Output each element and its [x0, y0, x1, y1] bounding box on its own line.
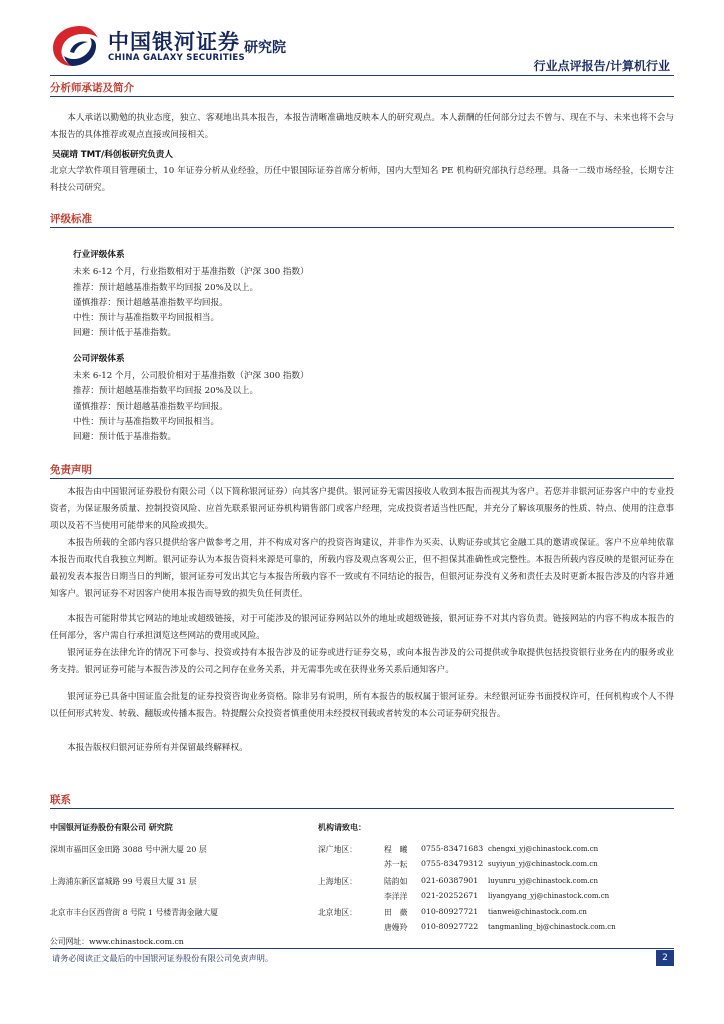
- disclaimer-paragraph: 本报告可能附带其它网站的地址或超级链接，对于可能涉及的银河证券网站以外的地址或超级链接，银河证券不对其内容负责。链接网站的内容不构成本报告的任何部分，客户需自行承担浏览这些网站的费用或风险。: [50, 614, 674, 641]
- contact-name: 李洋洋: [384, 892, 408, 901]
- page-number: 2: [656, 950, 674, 966]
- disclaimer-paragraph: 银河证券已具备中国证监会批复的证券投资咨询业务资格。除非另有说明，所有本报告的版权属于银河证券。未经银河证券书面授权许可，任何机构或个人不得以任何形式转发、转载、翻版或传播本报告。特提醒公众投资者慎重使用未经授权刊载或者转发的本公司证券研究报告。: [50, 692, 674, 719]
- address-shenzhen: 深圳市福田区金田路 3088 号中洲大厦 20 层: [50, 845, 207, 854]
- brand-name-cn: 中国银河证券: [108, 30, 240, 54]
- disclaimer-paragraph: 银河证券在法律允许的情况下可参与、投资或持有本报告涉及的证券或进行证券交易，或向本报告涉及的公司提供或争取提供包括投资银行业务在内的服务或业务支持。银河证券可能与本报告涉及的公司之间存在业务关系，并无需事先或在获得业务关系后通知客户。: [50, 648, 674, 675]
- company-rating-line: 中性：预计与基准指数平均回报相当。: [73, 417, 220, 427]
- contact-name: 田 薇: [384, 908, 408, 917]
- analyst-name: 吴砚靖 TMT/科创板研究负责人: [52, 150, 173, 160]
- company-rating-line: 谨慎推荐：预计超越基准指数平均回报。: [73, 402, 228, 412]
- address-shanghai: 上海浦东新区富城路 99 号震旦大厦 31 层: [50, 877, 197, 886]
- disclaimer-paragraph: 本报告由中国银河证券股份有限公司（以下简称银河证券）向其客户提供。银河证券无需因接收人收到本报告而视其为客户。若您并非银河证券客户中的专业投资者，为保证服务质量、控制投资风险、应首先联系银河证券机构销售部门或客户经理，完成投资者适当性匹配，并充分了解该项服务的性质、特点、使用的注意事项以及若不当使用可能带来的风险或损失。: [50, 487, 674, 531]
- brand-name-en: CHINA GALAXY SECURITIES: [108, 53, 245, 63]
- institution-label: 机构请致电：: [318, 823, 366, 832]
- company-rating-line: 未来 6-12 个月，公司股价相对于基准指数（沪深 300 指数）: [73, 371, 309, 381]
- contact-email[interactable]: suyiyun_yj@chinastock.com.cn: [488, 860, 598, 868]
- footer-note: 请务必阅读正文最后的中国银河证券股份有限公司免责声明。: [52, 953, 274, 963]
- report-type: 行业点评报告/计算机行业: [533, 59, 670, 73]
- disclaimer-paragraph: 本报告所载的全部内容只提供给客户做参考之用，并不构成对客户的投资咨询建议，并非作为买卖、认购证券或其它金融工具的邀请或保证。客户不应单纯依靠本报告而取代自我独立判断。银河证券认为本报告资料来源是可靠的，所载内容及观点客观公正，但不担保其准确性或完整性。本报告所载内容反映的是银河证券在最初发表本报告日期当日的判断，银河证券可发出其它与本报告所载内容不一致或有不同结论的报告，但银河证券没有义务和责任去及时更新本报告涉及的内容并通知客户。银河证券不对因客户使用本报告而导致的损失负任何责任。: [50, 538, 674, 599]
- contact-name: 苏一耘: [384, 860, 408, 869]
- contact-name: 唐嫚羚: [384, 923, 408, 932]
- industry-rating-line: 谨慎推荐：预计超越基准指数平均回报。: [73, 298, 228, 308]
- contact-phone: 010-80927722: [421, 922, 479, 931]
- disclaimer-paragraph: 本报告版权归银河证券所有并保留最终解释权。: [67, 743, 248, 753]
- industry-rating-line: 中性：预计与基准指数平均回报相当。: [73, 313, 220, 323]
- industry-rating-line: 推荐：预计超越基准指数平均回报 20%及以上。: [73, 283, 259, 293]
- analyst-section-title: 分析师承诺及简介: [50, 82, 134, 94]
- region-label: 北京地区：: [318, 908, 357, 917]
- company-name: 中国银河证券股份有限公司 研究院: [50, 823, 173, 832]
- contact-phone: 021-20252671: [421, 891, 479, 900]
- institute-label: 研究院: [244, 40, 286, 56]
- contact-phone: 0755-83479312: [421, 859, 484, 868]
- analyst-bio: 北京大学软件项目管理硕士，10 年证券分析从业经验，历任中银国际证券首席分析师，国内大型知名 PE 机构研究部执行总经理。具备一二级市场经验，长期专注科技公司研究。: [50, 166, 674, 193]
- contact-divider: [50, 808, 674, 809]
- contact-phone: 010-80927721: [421, 907, 479, 916]
- analyst-divider: [50, 96, 674, 97]
- address-beijing: 北京市丰台区西营街 8 号院 1 号楼青海金融大厦: [50, 908, 218, 917]
- contact-email[interactable]: luyunru_yj@chinastock.com.cn: [488, 877, 598, 885]
- contact-email[interactable]: tangmanling_bj@chinastock.com.cn: [488, 923, 616, 931]
- contact-phone: 0755-83471683: [421, 844, 484, 853]
- company-rating-line: 回避：预计低于基准指数。: [73, 432, 177, 442]
- disclaimer-section-title: 免责声明: [50, 464, 92, 476]
- contact-email[interactable]: liyangyang_yj@chinastock.com.cn: [488, 892, 610, 900]
- contact-section-title: 联系: [50, 794, 71, 806]
- disclaimer-divider: [50, 478, 674, 479]
- contact-email[interactable]: chengxi_yj@chinastock.com.cn: [488, 845, 599, 853]
- rating-divider: [50, 227, 674, 228]
- region-label: 深广地区：: [318, 845, 357, 854]
- footer-divider: [50, 948, 674, 949]
- header-divider: [50, 75, 674, 76]
- analyst-statement: 本人承诺以勤勉的执业态度，独立、客观地出具本报告，本报告清晰准确地反映本人的研究观点。本人薪酬的任何部分过去不曾与、现在不与、未来也将不会与本报告的具体推荐或观点直接或间接相关。: [50, 113, 674, 140]
- industry-rating-line: 未来 6-12 个月，行业指数相对于基准指数（沪深 300 指数）: [73, 267, 309, 277]
- contact-name: 程 曦: [384, 845, 408, 854]
- company-rating-line: 推荐：预计超越基准指数平均回报 20%及以上。: [73, 386, 259, 396]
- industry-rating-line: 回避：预计低于基准指数。: [73, 328, 177, 338]
- company-website[interactable]: 公司网址：www.chinastock.com.cn: [50, 937, 184, 946]
- contact-phone: 021-60387901: [421, 876, 479, 885]
- rating-section-title: 评级标准: [50, 213, 92, 225]
- region-label: 上海地区：: [318, 877, 357, 886]
- company-rating-heading: 公司评级体系: [73, 354, 125, 364]
- contact-name: 陆韵如: [384, 877, 408, 886]
- galaxy-swirl-logo-icon: [50, 22, 100, 68]
- industry-rating-heading: 行业评级体系: [73, 250, 125, 260]
- contact-email[interactable]: tianwei@chinastock.com.cn: [488, 908, 587, 916]
